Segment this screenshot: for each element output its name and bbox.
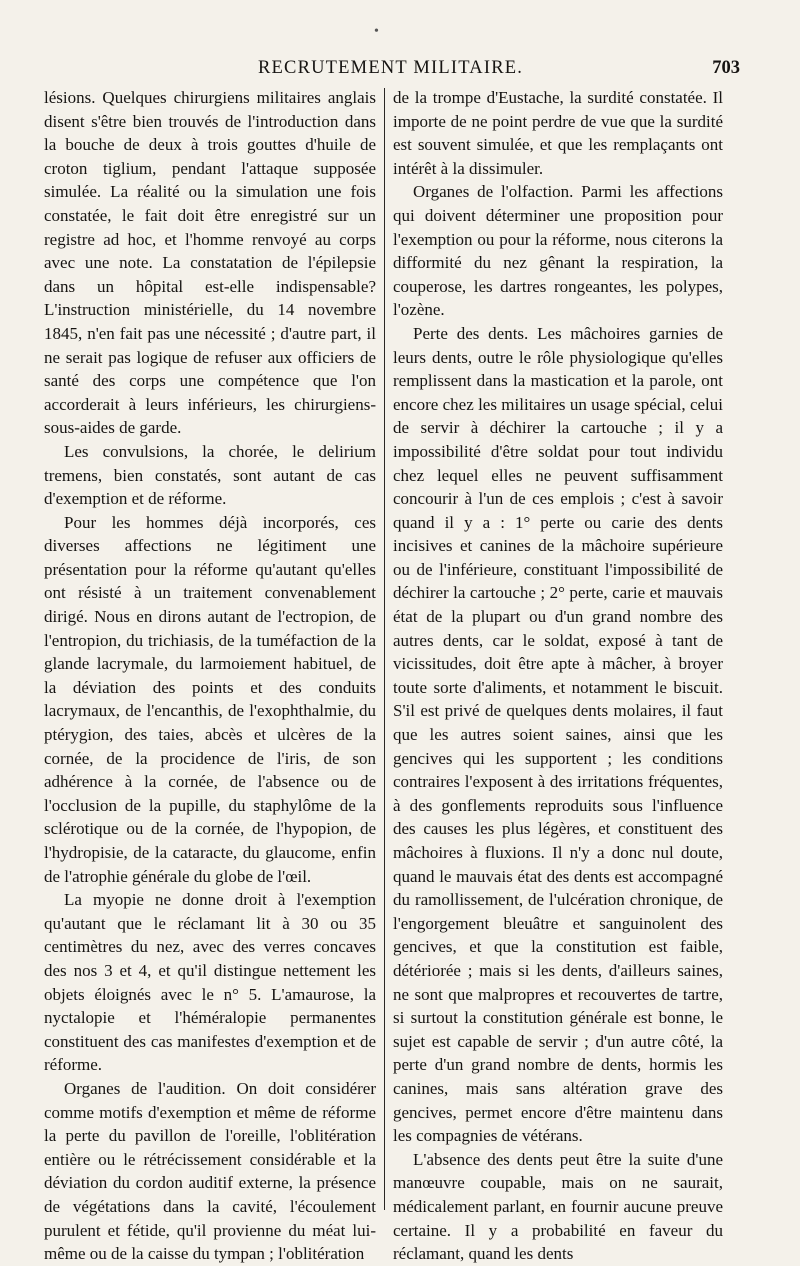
paragraph: de la trompe d'Eustache, la surdité constatée. Il importe de ne point perdre de vue que la surdité est souvent simulée, et que les remplaçants ont intérêt à la dissimuler. [393, 88, 723, 178]
right-column [393, 86, 723, 1266]
paragraph: Organes de l'audition. On doit considérer comme motifs d'exemption et même de réforme la perte du pavillon de l'oreille, l'oblitération entière ou le rétrécissement considérable et la déviation du cordon auditif externe, la présence de végétations dans la cavité, l'écoulement purulent et fétide, qu'il provienne du méat lui-même ou de la caisse du tympan ; l'oblitération [44, 1078, 376, 1264]
paragraph: Pour les hommes déjà incorporés, ces diverses affections ne légitiment une présentation pour la réforme qu'autant qu'elles ont résisté à un traitement convenablement dirigé. Nous en dirons autant de l'ectropion, de l'entropion, du trichiasis, de la tuméfaction de la glande lacrymale, du larmoiement habituel, de la déviation des points et des conduits lacrymaux, de l'encanthis, de l'exophthalmie, du ptérygion, des taies, abcès et ulcères de la cornée, de la procidence de l'iris, de son adhérence à la cornée, de l'absence ou de l'occlusion de la pupille, du staphylôme de la sclérotique ou de la cornée, de l'hypopion, de l'hydropisie, de la cataracte, du glaucome, enfin de l'atrophie générale du globe de l'œil. [44, 512, 376, 886]
page-header [40, 58, 740, 84]
paragraph: lésions. Quelques chirurgiens militaires anglais disent s'être bien trouvés de l'introduction dans la bouche de deux à trois gouttes d'huile de croton tiglium, pendant l'attaque supposée simulée. La réalité ou la simulation une fois constatée, le fait doit être enregistré sur un registre ad hoc, et l'homme renvoyé au corps avec une note. La constatation de l'épilepsie dans un hôpital est-elle indispensable? L'instruction ministérielle, du 14 novembre 1845, n'en fait pas une nécessité ; d'autre part, il ne serait pas logique de refuser aux officiers de santé des corps une compétence que l'on accorderait à leurs inférieurs, les chirurgiens-sous-aides de garde. [44, 88, 376, 438]
paragraph: L'absence des dents peut être la suite d'une manœuvre coupable, mais on ne saurait, médicalement parlant, en fournir aucune preuve certaine. Il y a probabilité en faveur du réclamant, quand les dents [393, 1149, 723, 1264]
running-title: RECRUTEMENT MILITAIRE. [258, 58, 524, 78]
left-column [44, 86, 376, 1266]
paragraph: La myopie ne donne droit à l'exemption qu'autant que le réclamant lit à 30 ou 35 centimètres du nez, avec des verres concaves des nos 3 et 4, et qu'il distingue nettement les objets éloignés avec le n° 5. L'amaurose, la nyctalopie et l'héméralopie permanentes constituent des cas manifestes d'exemption et de réforme. [44, 890, 376, 1075]
column-divider [384, 88, 385, 1210]
page-number: 703 [712, 58, 740, 78]
paragraph: Organes de l'olfaction. Parmi les affections qui doivent déterminer une proposition pour l'exemption ou pour la réforme, nous citerons la difformité du nez gênant la respiration, la couperose, les dartres rongeantes, les polypes, l'ozène. [393, 182, 723, 320]
page-ornament-dot: • [374, 24, 379, 39]
paragraph: Les convulsions, la chorée, le delirium tremens, bien constatés, sont autant de cas d'exemption et de réforme. [44, 441, 376, 509]
paragraph: Perte des dents. Les mâchoires garnies de leurs dents, outre le rôle physiologique qu'elles remplissent dans la mastication et la parole, ont encore chez les militaires un usage spécial, celui de servir à déchirer la cartouche ; il y a impossibilité d'être soldat pour tout individu chez lequel elles ne peuvent suffisamment concourir à l'un de ces emplois ; c'est à savoir quand il y a : 1° perte ou carie des dents incisives et canines de la mâchoire supérieure ou de l'inférieure, constituant l'impossibilité de déchirer la cartouche ; 2° perte, carie et mauvais état de la plupart ou d'un grand nombre des autres dents, car le soldat, exposé à tant de vicissitudes, doit être apte à mâcher, à broyer toute sorte d'aliments, et notamment le biscuit. S'il est privé de quelques dents molaires, il faut que les autres soient saines, ainsi que les gencives qui les supportent ; les conditions contraires l'exposent à des irritations fréquentes, à des gonflements reproduits sous l'influence des causes les plus légères, et constituent des mâchoires à fluxions. Il n'y a donc nul doute, quand le mauvais état des dents est accompagné du ramollissement, de l'ulcération chronique, de l'engorgement bleuâtre et sanguinolent des gencives, et que la constitution est faible, détériorée ; mais si les dents, d'ailleurs saines, ne sont que malpropres et recouvertes de tartre, si surtout la constitution générale est bonne, le sujet est capable de servir ; d'un autre côté, la perte d'un grand nombre de dents, hormis les canines, mais sans altération grave des gencives, permet encore d'être maintenu dans les compagnies de vétérans. [393, 323, 723, 1146]
